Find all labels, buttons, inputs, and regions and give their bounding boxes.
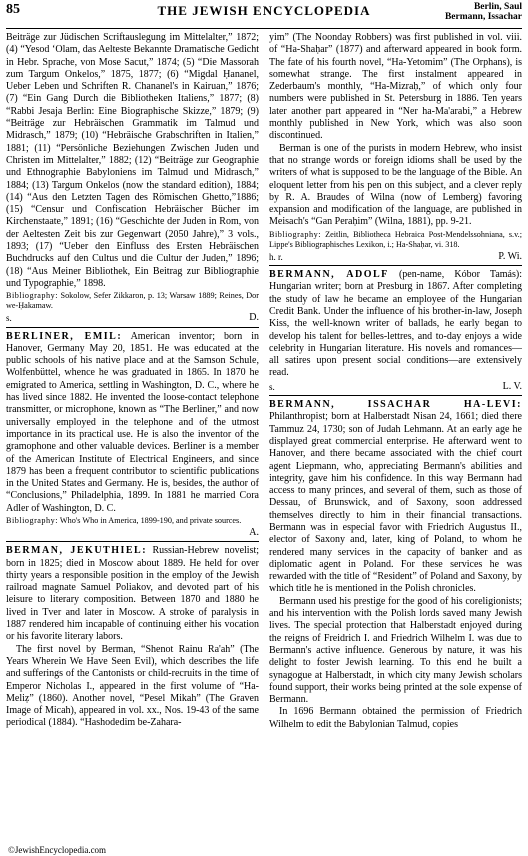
bibliography-text: Sokolow, Sefer Zikkaron, p. 13; Warsaw 1889; Reines, Dor we-Ḥakamaw. (6, 291, 259, 311)
entry-title: BERMANN, ADOLF (269, 269, 389, 281)
signature-left: s. (269, 381, 275, 392)
bibliography-label: Bibliography: (6, 515, 58, 525)
running-head (445, 2, 522, 22)
entry-text: Russian-Hebrew novelist; born in 1825; died in Moscow about 1889. He held for over thirty years a responsible position in the employ of the Jewish railroad magnate Samuel Poliakov, and devoted part of his leisure to literary composition. Between 1870 and 1880 he lived in Tver and later in Moscow. A stroke of paralysis in 1887 rendered him incapable of continuing either his vocation or his favorite literary labors. (6, 545, 259, 643)
source-watermark: ©JewishEncyclopedia.com (8, 845, 107, 855)
entry-text: Philanthropist; born at Halberstadt Nisan 24, 1661; died there Tammuz 24, 1730; son of Judah Lehmann. At an early age he displayed great commercial enterprise. He afterward went to Hanover, and there became associated with the chief court agent Liepmann, who, appreciating Bermann's abilities and integrity, gave him his confidence. In this way Bermann had access to many princes, and several of them, such as those of Dessau, of Brunswick, and of Saxony, soon addressed themselves directly to him in their financial transactions. Bermann was in especial favor with Friedrich Augustus II., elector of Saxony and, later, king of Poland, to whom he rendered many services in the capacity of banker and as diplomatic agent in Poland. For these services he was rewarded with the title of “Resident” of Poland and Saxony, by which title he is mentioned in the Polish chronicles. (269, 411, 522, 595)
signature-right: A. (249, 526, 259, 538)
right-column (269, 32, 522, 840)
left-column (6, 32, 259, 840)
signature-left: s. (6, 313, 12, 324)
page-header (6, 2, 522, 29)
bibliography-text: Who's Who in America, 1899-190, and private sources. (59, 515, 242, 525)
signature-right: D. (249, 312, 259, 324)
entry-title: BERLINER, EMIL: (6, 330, 123, 342)
signature-right: L. V. (502, 380, 522, 392)
signature-left: h. r. (269, 251, 283, 262)
signature-line (269, 381, 522, 393)
entry-paragraph: The first novel by Berman, “Shenot Rainu Ra'ah” (The Years Wherein We Have Seen Evil), which describes the life and sufferings of the Cantonists or child-recruits in the time of Emperor Nicholas I., appeared in the first volume of “Ha-Meliẓ” (1860). Another novel, “Pesel Mikah” (The Graven Image of Micah), appeared in vol. xx., Nos. 19-43 of the same periodical (1884). “Hashodedim be-Zahara- (6, 643, 259, 729)
entry-divider (269, 395, 522, 396)
continued-paragraph: Beiträge zur Jüdischen Scriftauslegung im Mittelalter,” 1872; (4) “Yesod ‘Olam, das Aelteste Bekannte Dramatische Gedicht in Hebr. Sprache, von Mose Sacut,” 1874; (5) “Die Massorah zum Targum Onkelos,” 1875, 1877; (6) “Migdal Ḥananel, Ueber Leben und Schriften R. Chananel's in Kairuan,” 1876; (7) “Ein Gang Durch die Bibliotheken Italiens,” 1877; (8) “Rabbi Jesaja Berlin: Eine Biographische Skizze,” 1879; (9) “Beiträge zur Hebräischen Grammatik im Talmud und Midrasch,” 1879; (10) “Hebräische Grabschriften in Italien,” 1881; (11) “Persönliche Beziehungen Zwischen Juden und Christen im Mittelalter,” 1882; (12) “Beiträge zur Geographie und Ethnographie Babyloniens im Talmud und Midrasch,” 1884; (13) Targum Onkelos (now the standard edition), 1884; (14) “Aus den Letzten Tagen des Römischen Ghetto,”1886; (15) “Censur und Confiscation Hebräischer Bücher im Kirchenstaate,” 1891; (16) “Geschichte der Juden in Rom, von der Aeltesten Zeit bis zur Gegenwart (2050 Jahre),” 3 vols., 1893; (17) “Ueber den Einfluss des Ersten Hebräischen Buchdrucks auf den Cultus und die Cultur der Juden,” 1896; (18) “Aus Meiner Bibliothek, Ein Beitrag zur Bibliographie und Typographie,” 1898. (6, 32, 259, 289)
entry-paragraph: Berman is one of the purists in modern Hebrew, who insist that no strange words or foreign idioms shall be used by the writers of what is supposed to be the language of the Bible. An eloquent letter from his pen on this subject, and a clever reply by R. A. Braudes of Wilna (now of Lemberg) favoring expansion and modification of the language, are published in Meisach's “Gan Peraḥim” (Wilna, 1881), pp. 9-21. (269, 142, 522, 228)
entry-berman-jekuthiel (6, 545, 259, 643)
running-head-first: Berlin, Saul (473, 2, 522, 12)
bibliography-berliner-abraham (6, 291, 259, 311)
bibliography-berliner-emil (6, 516, 259, 526)
bibliography-text: Zeitlin, Bibliotheca Hebraica Post-Mendelssohniana, s.v.; Lippe's Bibliographisches Lexikon, i.; Ha-Shaḥar, vi. 318. (269, 229, 522, 249)
running-head-last: Bermann, Issachar (444, 12, 522, 22)
bibliography-label: Bibliography: (269, 229, 321, 239)
entry-divider (6, 327, 259, 328)
signature-line (269, 251, 522, 263)
entry-title: BERMAN, JEKUTHIEL: (6, 545, 148, 557)
entry-bermann-adolf (269, 269, 522, 380)
entry-berliner-emil (6, 331, 259, 515)
signature-line (6, 312, 259, 324)
entry-paragraph: In 1696 Bermann obtained the permission of Friedrich Wilhelm to edit the Babylonian Talmud, copies (269, 706, 522, 730)
entry-divider (269, 265, 522, 266)
bibliography-berman-jekuthiel (269, 230, 522, 250)
entry-text: American inventor; born in Hanover, Germany May 20, 1851. He was educated at the public schools of his native place and at the Samson Schule, Wolfenbüttel, whence he was graduated in 1865. In 1870 he emigrated to America, settling in Washington, D. C., where he has lived since 1882. He invented the loose-contact telephone transmitter, or microphone, known as “The Berliner,” and now universally employed in the telephone and of the utmost importance in its practical use. He is also the inventor of the gramophone and other valuable devices. Berliner is a member of the American Institute of Electrical Engineers, and since 1879 has been a frequent contributor to scientific publications in the United States and Germany. He is, besides, the author of “Conclusions,” Philadelphia, 1899. In 1881 he married Cora Adler of Washington, D. C. (6, 330, 259, 514)
entry-paragraph: Bermann used his prestige for the good of his coreligionists; and his intervention with the Polish lords saved many Jewish lives. The special protection that Halberstadt enjoyed during the reigns of Freidrich I. and Friedrich Wilhelm I. was due to Bermann's active influence. Generous by nature, it was his delight to foster Jewish learning. To this end he built a synagogue at Halberstadt, in which city many Jewish scholars found support, their works being printed at the sole expense of Bermann. (269, 595, 522, 706)
bibliography-label: Bibliography: (6, 291, 58, 301)
entry-divider (6, 541, 259, 542)
page-number: 85 (6, 2, 20, 17)
continued-paragraph: yim” (The Noonday Robbers) was first published in vol. viii. of “Ha-Shaḥar” (1877) and afterward appeared in book form. The fate of his fourth novel, “Ha-Yetomim” (The Orphans), is somewhat strange. The first instalment appeared in Zederbaum's monthly, “Ha-Mizraḥ,” of which only four numbers were published in St. Petersburg in 1886. Ten years later another part appeared in “Ner ha-Ma'arabi,” a Hebrew monthly published in New York, which was also soon discontinued. (269, 32, 522, 142)
page-title: THE JEWISH ENCYCLOPEDIA (157, 3, 371, 18)
entry-title: BERMANN, ISSACHAR HA-LEVI: (269, 399, 522, 411)
entry-text: (pen-name, Kóbor Tamás): Hungarian writer; born at Presburg in 1867. After completing the study of law he became an employee of the Hungarian Credit Bank. Under the influence of his brother-in-law, Joseph Kiss, the well-known writer of ballads, he early began to develop his talent for belles-lettres, and to-day enjoys a wide celebrity in Hungarian literature. His novels and romances—all satires upon present social conditions—are extensively read. (269, 269, 522, 379)
signature-right: P. Wi. (498, 250, 522, 262)
entry-bermann-issachar (269, 399, 522, 596)
signature-line (6, 527, 259, 539)
